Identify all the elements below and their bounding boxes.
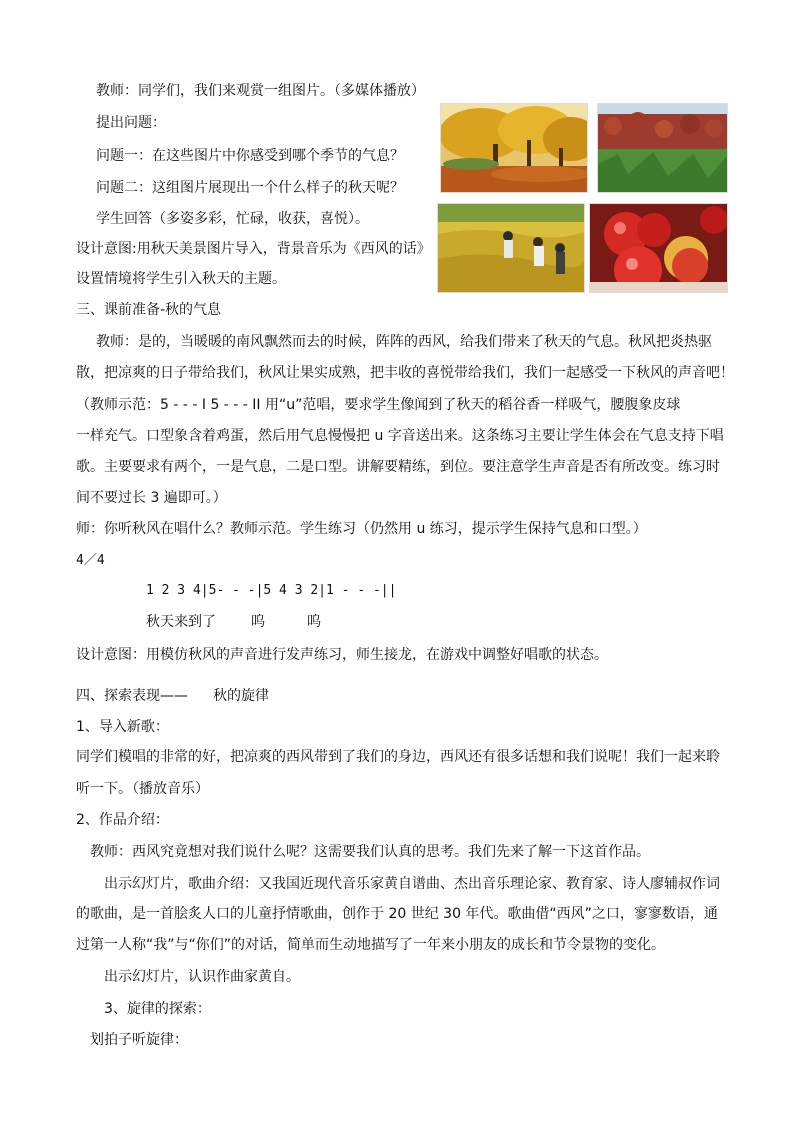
text-line: 1、导入新歌：: [76, 719, 169, 735]
text-line: 过第一人称“我”与“你们”的对话，简单而生动地描写了一年来小朋友的成长和节令景物的变化。: [76, 937, 666, 953]
red-apples-photo: [589, 203, 728, 293]
notation-line: 1 2 3 4|5- - -|5 4 3 2|1 - - -||: [146, 583, 397, 598]
text-line: 提出问题：: [96, 115, 166, 131]
text-line: 2、作品介绍：: [76, 812, 169, 828]
text-line: 出示幻灯片，认识作曲家黄自。: [104, 969, 300, 985]
section-heading: 三、课前准备-秋的气息: [76, 302, 222, 318]
time-signature: 4／4: [76, 553, 105, 568]
sorghum-field-photo: [597, 103, 728, 193]
text-line: 问题一：在这些图片中你感受到哪个季节的气息？: [96, 148, 404, 164]
text-line: 设计意图：用模仿秋风的声音进行发声练习，师生接龙，在游戏中调整好唱歌的状态。: [76, 647, 608, 663]
text-line: 出示幻灯片，歌曲介绍：又我国近现代音乐家黄自谱曲、杰出音乐理论家、教育家、诗人廖辅叔作词: [104, 876, 720, 892]
lyric-text: 呜: [251, 614, 265, 630]
text-line: 教师：西风究竟想对我们说什么呢？这需要我们认真的思考。我们先来了解一下这首作品。: [90, 844, 650, 860]
text-line: 教师：是的，当暖暖的南风飘然而去的时候，阵阵的西风，给我们带来了秋天的气息。秋风把炎热驱: [96, 334, 712, 350]
text-line: 听一下。（播放音乐）: [76, 781, 209, 797]
autumn-trees-photo: [440, 103, 588, 193]
text-line: 歌。主要要求有两个，一是气息，二是口型。讲解要精练，到位。要注意学生声音是否有所改变。练习时: [76, 459, 720, 475]
text-line: 问题二：这组图片展现出一个什么样子的秋天呢？: [96, 180, 404, 196]
text-line: 一样充气。口型象含着鸡蛋，然后用气息慢慢把 u 字音送出来。这条练习主要让学生体会在气息支持下唱: [76, 428, 724, 444]
section-heading: 秋的旋律: [213, 688, 269, 704]
text-line: 学生回答（多姿多彩，忙碌，收获，喜悦）。: [96, 211, 369, 227]
text-line: （教师示范：5 - - - I 5 - - - II 用“u”范唱，要求学生像闻到了秋天的稻谷香一样吸气，腰腹象皮球: [76, 397, 681, 413]
text-line: 教师：同学们，我们来观赏一组图片。（多媒体播放）: [96, 83, 425, 99]
rice-harvest-photo: [437, 203, 585, 293]
text-line: 师：你听秋风在唱什么？教师示范。学生练习（仍然用 u 练习，提示学生保持气息和口型。）: [76, 521, 647, 537]
lyric-text: 秋天来到了: [146, 614, 216, 630]
section-heading: 四、探索表现——: [76, 688, 188, 704]
text-line: 设计意图:用秋天美景图片导入，背景音乐为《西风的话》: [76, 241, 431, 257]
text-line: 划拍子听旋律：: [90, 1032, 188, 1048]
text-line: 设置情境将学生引入秋天的主题。: [76, 271, 286, 287]
text-line: 3、旋律的探索：: [104, 1001, 211, 1017]
text-line: 同学们模唱的非常的好，把凉爽的西风带到了我们的身边，西风还有很多话想和我们说呢！我们一起来聆: [76, 749, 720, 765]
text-line: 的歌曲，是一首脍炙人口的儿童抒情歌曲，创作于 20 世纪 30 年代。歌曲借“西风”之口，寥寥数语，通: [76, 906, 718, 922]
lyric-text: 呜: [307, 614, 321, 630]
text-line: 散，把凉爽的日子带给我们，秋风让果实成熟，把丰收的喜悦带给我们，我们一起感受一下秋风的声音吧！: [76, 365, 734, 381]
text-line: 间不要过长 3 遍即可。）: [76, 490, 227, 506]
